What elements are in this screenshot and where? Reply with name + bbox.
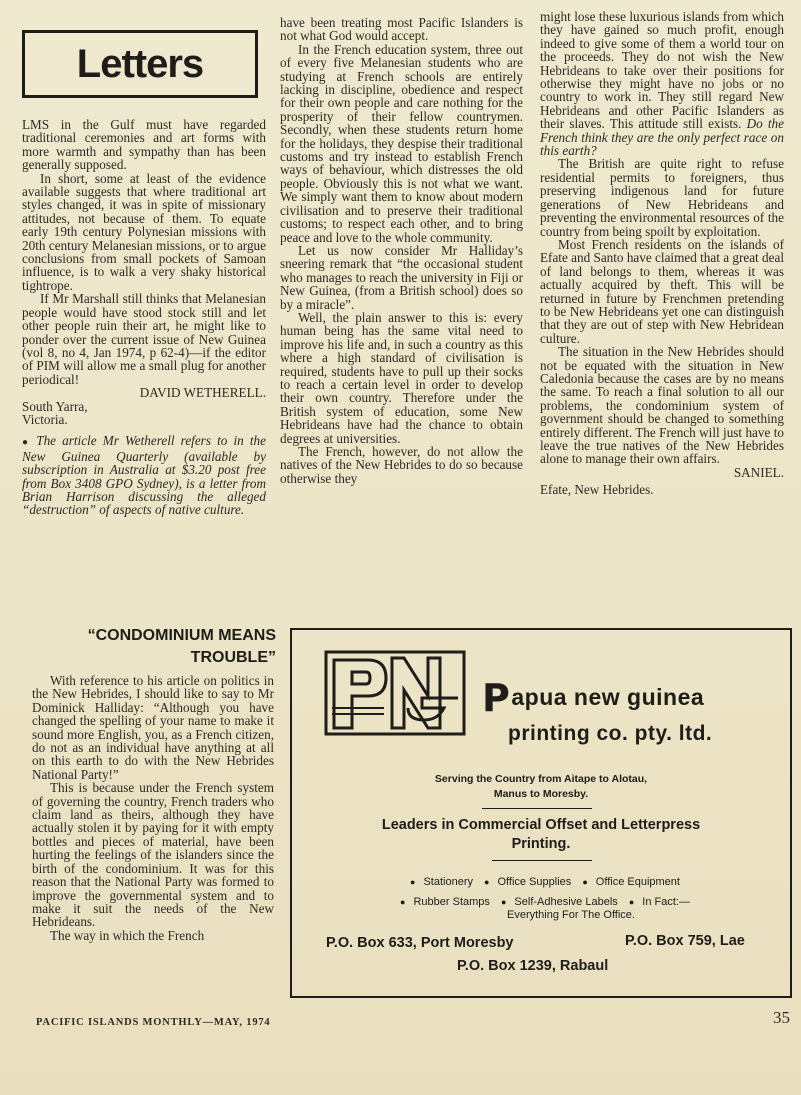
ad-items-row: [292, 876, 790, 888]
headline-line: TROUBLE”: [190, 649, 276, 666]
paragraph: The British are quite right to refuse residential permits to foreigners, thus preserving indigenous land for future generations of New Hebrideans and preventing the environmental resources of the country from being spoilt by exploitation.: [540, 156, 784, 239]
ad-items-row: [292, 896, 790, 908]
ad-item: Self-Adhesive Labels: [514, 896, 618, 908]
ad-serving-text: [292, 772, 790, 802]
ad-address: P.O. Box 1239, Rabaul: [457, 958, 609, 974]
column-2: [280, 16, 523, 485]
company-initial: P: [482, 676, 511, 720]
ad-divider: [492, 860, 592, 861]
bullet-icon: ●: [628, 897, 635, 907]
letter-signature: SANIEL.: [733, 464, 784, 480]
png-logo: [324, 650, 466, 736]
ad-address: P.O. Box 759, Lae: [625, 933, 745, 949]
ad-item: Rubber Stamps: [413, 896, 490, 908]
letter-body: [32, 674, 274, 942]
section-title: Letters: [76, 41, 204, 86]
paragraph: [540, 10, 784, 157]
paragraph: This is because under the French system of governing the country, French traders who claim land as theirs, although they have actually stolen it by paying for it with empty bottles and pieces of material, have been hurting the feelings of the islanders since the birth of the condominium. It was for this reason that the National Party was formed to improve the governmental system and to make it suit the needs of the New Hebrideans.: [32, 780, 274, 930]
ad-item: Office Equipment: [595, 876, 680, 888]
bullet-icon: ●: [410, 877, 416, 887]
paragraph: Let us now consider Mr Halliday’s sneering remark that “the occasional student who manages to reach the university in Fiji or New Guinea, (from a British school) does so by a miracle”.: [280, 242, 523, 312]
company-name-line2: printing co. pty. ltd.: [508, 722, 713, 745]
paragraph: Most French residents on the islands of Efate and Santo have claimed that a great deal of land belongs to them, whereas it was actually acquired by theft. This will be returned in future by Frenchmen pretending to be New Hebrideans yet one can distinguish that they are out of step with New Hebridean culture.: [540, 236, 784, 346]
paragraph: The situation in the New Hebrides should not be equated with the situation in New Caledonia because the cases are by no means the same. To reach a final solution to all our problems, the condominium system of government should be changed to something entirely different. The French will just have to leave the true natives of the New Hebrides alone to manage their own affairs.: [540, 344, 784, 467]
bullet-icon: ●: [582, 877, 588, 887]
bullet-icon: ●: [500, 897, 507, 907]
company-name-rest: apua new guinea: [511, 684, 705, 710]
ad-address: P.O. Box 633, Port Moresby: [326, 935, 514, 951]
ad-item: Stationery: [423, 876, 473, 888]
paragraph: In short, some at least of the evidence available suggests that where traditional art styles changed, it was in spite of missionary attitudes, not because of them. To equate early 19th century Polynesian missions with 20th century Melanesian missions, or to argue conclusions from small pockets of Samoan influence, is to walk a very shaky historical tightrope.: [22, 170, 266, 293]
section-title-box: [22, 30, 258, 98]
footer-publication: PACIFIC ISLANDS MONTHLY—MAY, 1974: [36, 1017, 271, 1028]
letter-signature: DAVID WETHERELL.: [139, 385, 266, 401]
ad-leaders-text: [292, 816, 790, 854]
paragraph: Well, the plain answer to this is: every human being has the same vital need to improve his life and, in such a country as this where a high standard of civilisation is required, students have to pull up their socks to reach a certain level in order to develop their own country. Therefore under the British system of education, some New Hebrideans have had the chance to obtain degrees at universities.: [280, 309, 523, 446]
ad-item: In Fact:—: [642, 896, 690, 908]
paragraph: LMS in the Gulf must have regarded traditional ceremonies and art forms with more warmth and sympathy than has been generally supposed.: [22, 117, 266, 173]
column-1: [22, 118, 266, 517]
letter-location-line: South Yarra,: [22, 398, 88, 414]
bullet-icon: ●: [400, 897, 406, 907]
bullet-icon: ●: [484, 877, 490, 887]
ad-divider: [482, 808, 592, 809]
paragraph: The way in which the French: [50, 927, 205, 943]
letter-location-line: Victoria.: [22, 411, 68, 427]
ad-item: Office Supplies: [497, 876, 572, 888]
paragraph: If Mr Marshall still thinks that Melanesian people would have stood stock still and let other people ruin their art, he might like to ponder over the current issue of New Guinea (vol 8, no 4, Jan 1974, p 62-4)—if the editor of PIM will allow me a small plug for another periodical!: [22, 291, 266, 387]
paragraph: The French, however, do not allow the natives of the New Hebrides to do so because otherwise they: [280, 444, 523, 486]
editor-note: ● The article Mr Wetherell refers to in the New Guinea Quarterly (available by subscription in Australia at $3.20 post free from Box 3408 GPO Sydney), is a letter from Brian Harrison discussing the alleged “destruction” of aspects of native culture.: [22, 434, 266, 516]
paragraph-italic-text: Do the French think they are the only perfect race on this earth?: [540, 116, 784, 159]
leaders-line: Leaders in Commercial Offset and Letterpress: [381, 817, 701, 833]
headline-line: “CONDOMINIUM MEANS: [87, 627, 276, 644]
leaders-line: Printing.: [511, 836, 571, 852]
letter-headline: [22, 625, 276, 669]
ad-items-tail: Everything For The Office.: [507, 909, 635, 921]
paragraph: have been treating most Pacific Islanders is not what God would accept.: [280, 15, 523, 44]
company-name-line1: [482, 676, 704, 720]
serving-line: Serving the Country from Aitape to Alotau,: [434, 773, 648, 785]
page-number: 35: [773, 1008, 790, 1027]
paragraph: In the French education system, three out of every five Melanesian students who are studying at French schools are entirely lacking in discipline, obedience and respect for their own people and care nothing for the prosperity of their fellow countrymen. Secondly, when these students return home for the holidays, they despise their traditional customs and try instead to establish French ways of behaviour, which distresses the old people. Obviously this is not what we want. We simply want them to know about modern civilisation and to preserve their traditional customs; to respect each other, and to bring peace and love to the whole community.: [280, 41, 523, 245]
paragraph-text: might lose these luxurious islands from which they have gained so much profit, enough indeed to give some of them a world tour on the proceeds. They do not wish the New Hebrideans to take over their positions for otherwise they might have no jobs or no country to work in. They still regard New Hebrideans and other Pacific Islanders as their slaves. This attitude still exists.: [540, 9, 784, 132]
paragraph: With reference to his article on politics in the New Hebrides, I should like to say to Mr Dominick Halliday: “Although you have changed the spelling of your name to make it sound more English, you, as a French citizen, do not as an individual have anything at all on this earth to do with the New Hebrides National Party!”: [32, 673, 274, 782]
advertisement: [290, 628, 792, 998]
serving-line: Manus to Moresby.: [493, 788, 589, 800]
letter-location: Efate, New Hebrides.: [540, 482, 654, 498]
column-3: [540, 10, 784, 497]
